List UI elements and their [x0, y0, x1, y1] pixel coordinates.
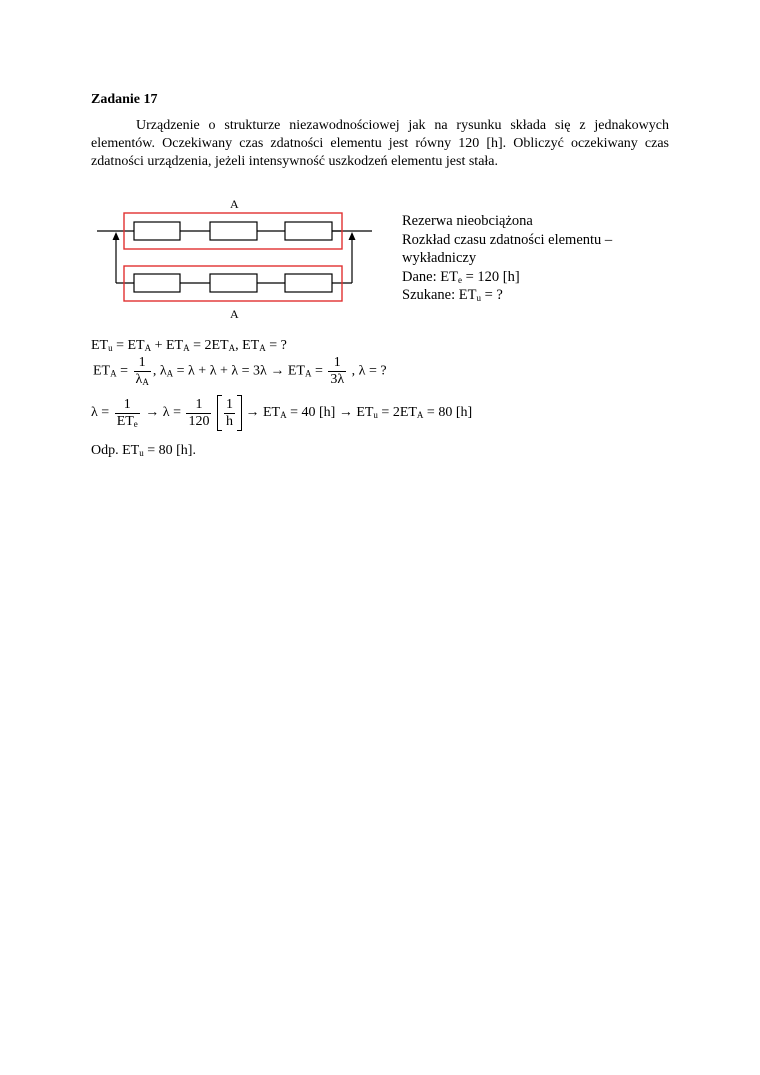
- element-block: [285, 222, 332, 240]
- sought-value: Szukane: $ET_u$ = ?: [402, 287, 503, 303]
- task-heading: Zadanie 17: [91, 92, 158, 107]
- fraction: $\frac{1}{3\lambda}$: [330, 355, 345, 387]
- label-a-top: A: [230, 197, 239, 211]
- element-block: [134, 274, 180, 292]
- answer: Odp. $ET_u = 80$ [h].: [91, 443, 196, 458]
- element-block: [210, 222, 257, 240]
- reserve-type: Rezerwa nieobciążona: [402, 213, 533, 229]
- element-block: [134, 222, 180, 240]
- label-a-bottom: A: [230, 307, 239, 321]
- fraction: $\frac{1}{120}$: [188, 396, 210, 429]
- given-value: Dane: $ET_e = 120$ [h]: [402, 268, 520, 285]
- fraction: $\frac{1}{ET_e}$: [116, 396, 138, 429]
- solution-line-2: $ET_A$ = $\frac{1}{\lambda_A}$ , $\lambda_A = \lambda + \lambda + \lambda = 3\lambda \to ET_A$ = $\frac{1}{3\lambda}$ , λ = ?: [93, 355, 387, 387]
- element-block: [210, 274, 257, 292]
- reliability-diagram: [92, 193, 392, 323]
- distribution-line-cont: wykładniczy: [402, 250, 477, 266]
- element-block: [285, 274, 332, 292]
- problem-text: Urządzenie o strukturze niezawodnościowej jak na rysunku składa się z jednakowych elementów. Oczekiwany czas zdatności elementu jest równy 120 [h]. Obliczyć oczekiwany czas zdatności urządzenia, jeżeli intensywność uszkodzeń elementu jest stała.: [91, 118, 669, 169]
- solution-line-1: $ET_u = ET_A + ET_A = 2ET_A$, $ET_A$ = ?: [91, 338, 287, 353]
- arrow-up-left: [113, 232, 120, 240]
- unit-bracket: $\frac{1}{h}$: [217, 395, 242, 431]
- fraction: $\frac{1}{\lambda_A}$: [135, 355, 149, 387]
- given-data: [402, 212, 662, 305]
- distribution-line: Rozkład czasu zdatności elementu –: [402, 231, 613, 248]
- solution-line-3: λ = $\frac{1}{ET_e}$ → λ = $\frac{1}{120}$ $\frac{1}{h}$ → $ET_A = 40$ $[h] \to ET_u = 2ET_A = 80$ [h]: [91, 395, 472, 431]
- arrow-up-right: [349, 232, 356, 240]
